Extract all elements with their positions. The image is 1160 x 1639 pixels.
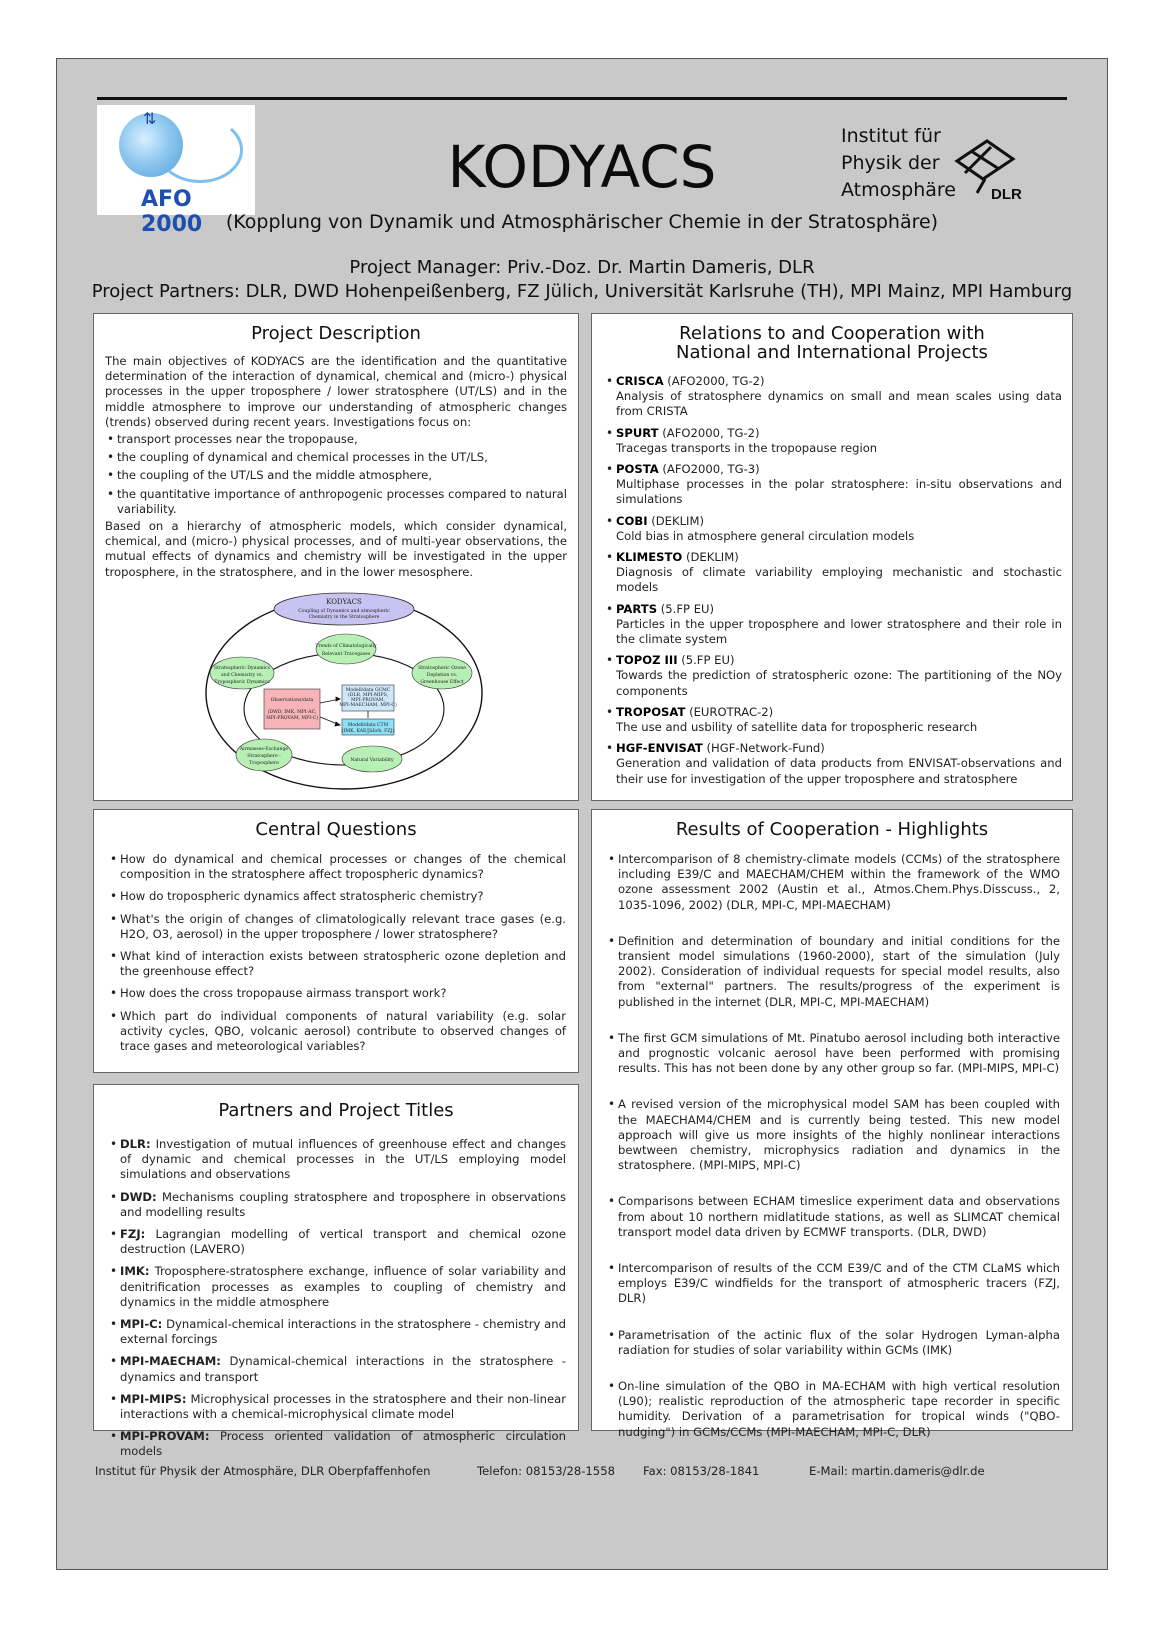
results-panel	[591, 809, 1073, 1439]
result-item: • On-line simulation of the QBO in MA-ECHAM with high vertical resolution (L90); realistic reproduction of the atmospheric tape recorder in specific humidity. Derivation of a parametrisation for tropical winds ("QBO-nudging") in GCMs/CCMs (MPI-MAECHAM, MPI-C, DLR)	[606, 1379, 1060, 1440]
observations-box	[264, 689, 320, 729]
relation-item: • PARTS (5.FP EU) Particles in the upper troposphere and lower stratosphere and their role in the climate system	[604, 602, 1062, 648]
partner-item: • MPI-MIPS: Microphysical processes in the stratosphere and their non-linear interactions with a chemical-microphysical climate model	[108, 1392, 566, 1422]
relations-panel	[591, 313, 1073, 801]
diagram-label: Trends of Climatologically	[315, 644, 377, 649]
kodyacs-diagram	[204, 591, 484, 791]
top-rule	[97, 97, 1067, 100]
questions-list	[108, 852, 566, 1061]
institute-line: Atmosphäre	[841, 179, 956, 201]
partner-item: • MPI-PROVAM: Process oriented validation of atmospheric circulation models	[108, 1429, 566, 1459]
diagram-label: Modell/data CTM	[347, 723, 389, 728]
diagram-label: Troposphere	[249, 761, 279, 766]
relation-item: • KLIMESTO (DEKLIM) Diagnosis of climate variability employing mechanistic and stochastic models	[604, 550, 1062, 596]
poster	[56, 58, 1108, 1570]
diagram-label: Airmasses-Exchange	[239, 747, 289, 752]
question-item: • What kind of interaction exists between stratospheric ozone depletion and the greenhouse effect?	[108, 949, 566, 979]
dlr-logo-text: DLR	[991, 186, 1022, 203]
poster-subtitle: (Kopplung von Dynamik und Atmosphärischer Chemie in der Stratosphäre)	[225, 211, 939, 233]
diagram-label: and Chemistry vs.	[221, 673, 263, 678]
result-item: • A revised version of the microphysical model SAM has been coupled with the MAECHAM4/CHEM and is currently being tested. This new model approach will give us more insights of the highly nonlinear interactions bewtween chemistry, microphysics radiation and dynamics in the stratosphere. (MPI-MIPS, MPI-C)	[606, 1097, 1060, 1173]
diagram-label: (IMK, KAE/Jülich, FZJ)	[341, 729, 395, 734]
section-heading: Partners and Project Titles	[218, 1100, 454, 1121]
relation-item: • TROPOSAT (EUROTRAC-2) The use and usbility of satellite data for tropospheric research	[604, 705, 1062, 735]
footer-address: Institut für Physik der Atmosphäre, DLR Oberpfaffenhofen	[95, 1464, 431, 1478]
diagram-label: Stratosphere -	[247, 754, 281, 759]
footer-email[interactable]: E-Mail: martin.dameris@dlr.de	[809, 1464, 985, 1478]
partner-item: • IMK: Troposphere-stratosphere exchange, influence of solar variability and denitrification processes as examples to coupling of chemistry and dynamics in the middle atmosphere	[108, 1264, 566, 1310]
question-item: • Which part do individual components of natural variability (e.g. solar activity cycles, QBO, volcanic aerosol) contribute to observed changes of trace gases and meteorological variables?	[108, 1009, 566, 1055]
diagram-label: Relevant Tracegases	[321, 652, 371, 657]
diagram-label: Depletion vs.	[426, 673, 458, 678]
diagram-label: (DLR, MPI-MIPS,	[347, 693, 389, 698]
partner-item: • DWD: Mechanisms coupling stratosphere and troposphere in observations and modelling results	[108, 1190, 566, 1220]
diagram-label: MPI-PROVAM, MPI-C)	[266, 716, 318, 721]
section-heading-line: Relations to and Cooperation with	[679, 323, 985, 344]
description-outro: Based on a hierarchy of atmospheric models, which consider dynamical, chemical, and (micro-) physical processes, and of multi-year observations, the mutual effects of dynamics and chemistry will be investigated in the upper troposphere, in the stratosphere, and in the lower mesosphere.	[105, 519, 567, 579]
footer-fax: Fax: 08153/28-1841	[643, 1464, 760, 1478]
result-item: • Definition and determination of boundary and initial conditions for the transient model simulations (1960-2000), start of the simulation (July 2002). Consideration of individual requests for special model results, also from "external" partners. The results/progress of the experiment is published in the internet (DLR, MPI-C, MPI-MAECHAM)	[606, 934, 1060, 1010]
footer-phone: Telefon: 08153/28-1558	[477, 1464, 615, 1478]
diagram-label: (DWD, IMK, MPI-AC,	[267, 710, 317, 715]
question-item: • What's the origin of changes of climatologically relevant trace gases (e.g. H2O, O3, aerosol) in the upper troposphere / lower stratosphere?	[108, 912, 566, 942]
diagram-label: Greenhouse Effect	[420, 680, 464, 685]
diagram-label: Stratospheric Dynamics	[214, 666, 270, 671]
institute-line: Physik der	[841, 152, 940, 174]
diagram-label: Observations/data	[270, 698, 314, 703]
afo2000-logo-text: AFO 2000	[141, 187, 203, 237]
result-item: • Intercomparison of results of the CCM E39/C and of the CTM CLaMS which employs E39/C windfields for the transport of atmospheric tracers (FZJ, DLR)	[606, 1261, 1060, 1307]
institute-line: Institut für	[841, 125, 941, 147]
cycle-arrow-icon: ⇅	[143, 109, 157, 128]
partner-item: • DLR: Investigation of mutual influences of greenhouse effect and changes of dynamic and chemical processes in the UT/LS employing model simulations and observations	[108, 1137, 566, 1183]
project-description-panel	[93, 313, 579, 801]
diagram-label: Coupling of Dynamics and atmospheric	[298, 609, 390, 614]
diagram-label: MPI-MAECHAM, MPI-C)	[339, 703, 397, 708]
result-item: • The first GCM simulations of Mt. Pinatubo aerosol including both interactive and prognostic volcanic aerosol have been performed with promising results. This has not been done by any other group so far. (MPI-MIPS, MPI-C)	[606, 1031, 1060, 1077]
section-heading	[592, 324, 1072, 362]
section-heading: Project Description	[251, 323, 421, 344]
section-heading: Results of Cooperation - Highlights	[675, 819, 989, 840]
relations-list	[604, 374, 1062, 793]
section-heading-line: National and International Projects	[676, 342, 988, 363]
description-bullet: • the coupling of dynamical and chemical processes in the UT/LS,	[105, 450, 567, 465]
result-item: • Parametrisation of the actinic flux of the solar Hydrogen Lyman-alpha radiation for studies of solar variability within GCMs (IMK)	[606, 1328, 1060, 1358]
diagram-label: Tropospheric Dynamics	[214, 680, 270, 685]
project-manager: Project Manager: Priv.-Doz. Dr. Martin Dameris, DLR	[349, 257, 815, 278]
dlr-logo	[947, 133, 1023, 203]
description-bullet: • the quantitative importance of anthropogenic processes compared to natural variability.	[105, 487, 567, 517]
diagram-label: KODYACS	[326, 598, 362, 606]
description-bullet: • transport processes near the tropopause,	[105, 432, 567, 447]
partners-list	[108, 1137, 566, 1467]
diagram-label: Chemistry in the Stratosphere	[308, 615, 380, 620]
diagram-label: MPI-PROVAM,	[351, 698, 385, 703]
project-partners: Project Partners: DLR, DWD Hohenpeißenberg, FZ Jülich, Universität Karlsruhe (TH), MPI Mainz, MPI Hamburg	[91, 281, 1073, 302]
relation-item: • CRISCA (AFO2000, TG-2) Analysis of stratosphere dynamics on small and mean scales using data from CRISTA	[604, 374, 1062, 420]
diagram-label: Stratospheric Ozone	[418, 666, 466, 671]
section-heading: Central Questions	[255, 819, 417, 840]
partners-titles-panel	[93, 1084, 579, 1459]
relation-item: • SPURT (AFO2000, TG-2) Tracegas transports in the tropopause region	[604, 426, 1062, 456]
diagram-label: Natural Variability	[350, 758, 394, 763]
trends-node	[316, 634, 376, 664]
relation-item: • POSTA (AFO2000, TG-3) Multiphase processes in the polar stratosphere: in-situ observations and simulations	[604, 462, 1062, 508]
relation-item: • TOPOZ III (5.FP EU) Towards the prediction of stratospheric ozone: The partitioning of the NOy components	[604, 653, 1062, 699]
partner-item: • MPI-MAECHAM: Dynamical-chemical interactions in the stratosphere - dynamics and transport	[108, 1354, 566, 1384]
institute-name	[841, 123, 956, 204]
partner-item: • FZJ: Lagrangian modelling of vertical transport and chemical ozone destruction (LAVERO)	[108, 1227, 566, 1257]
results-list	[606, 852, 1060, 1461]
question-item: • How does the cross tropopause airmass transport work?	[108, 986, 566, 1001]
description-bullet: • the coupling of the UT/LS and the middle atmosphere,	[105, 468, 567, 483]
poster-title: KODYACS	[447, 133, 717, 201]
description-intro: The main objectives of KODYACS are the identification and the quantitative determination of the interaction of dynamical, chemical and (micro-) physical processes in the upper troposphere / lower stratosphere (UT/LS) and in the middle atmosphere to improve our understanding of atmospheric changes (trends) observed during recent years. Investigations focus on:	[105, 354, 567, 429]
result-item: • Comparisons between ECHAM timeslice experiment data and observations from about 10 northern midlatitude stations, as well as SLIMCAT chemical transport model data driven by ECMWF transports. (DLR, DWD)	[606, 1194, 1060, 1240]
question-item: • How do dynamical and chemical processes or changes of the chemical composition in the stratosphere affect tropospheric dynamics?	[108, 852, 566, 882]
question-item: • How do tropospheric dynamics affect stratospheric chemistry?	[108, 889, 566, 904]
diagram-label: Modell/data GCMC	[345, 688, 391, 693]
partner-item: • MPI-C: Dynamical-chemical interactions in the stratosphere - chemistry and external forcings	[108, 1317, 566, 1347]
relation-item: • COBI (DEKLIM) Cold bias in atmosphere general circulation models	[604, 514, 1062, 544]
central-questions-panel	[93, 809, 579, 1073]
result-item: • Intercomparison of 8 chemistry-climate models (CCMs) of the stratosphere including E39/C and MAECHAM/CHEM within the framework of the WMO ozone assessment 2002 (Austin et al., Atmos.Chem.Phys.Disscuss., 2, 1035-1096, 2002) (DLR, MPI-C, MPI-MAECHAM)	[606, 852, 1060, 913]
relation-item: • HGF-ENVISAT (HGF-Network-Fund) Generation and validation of data products from ENVISAT-observations and their use for investigation of the upper troposphere and stratosphere	[604, 741, 1062, 787]
